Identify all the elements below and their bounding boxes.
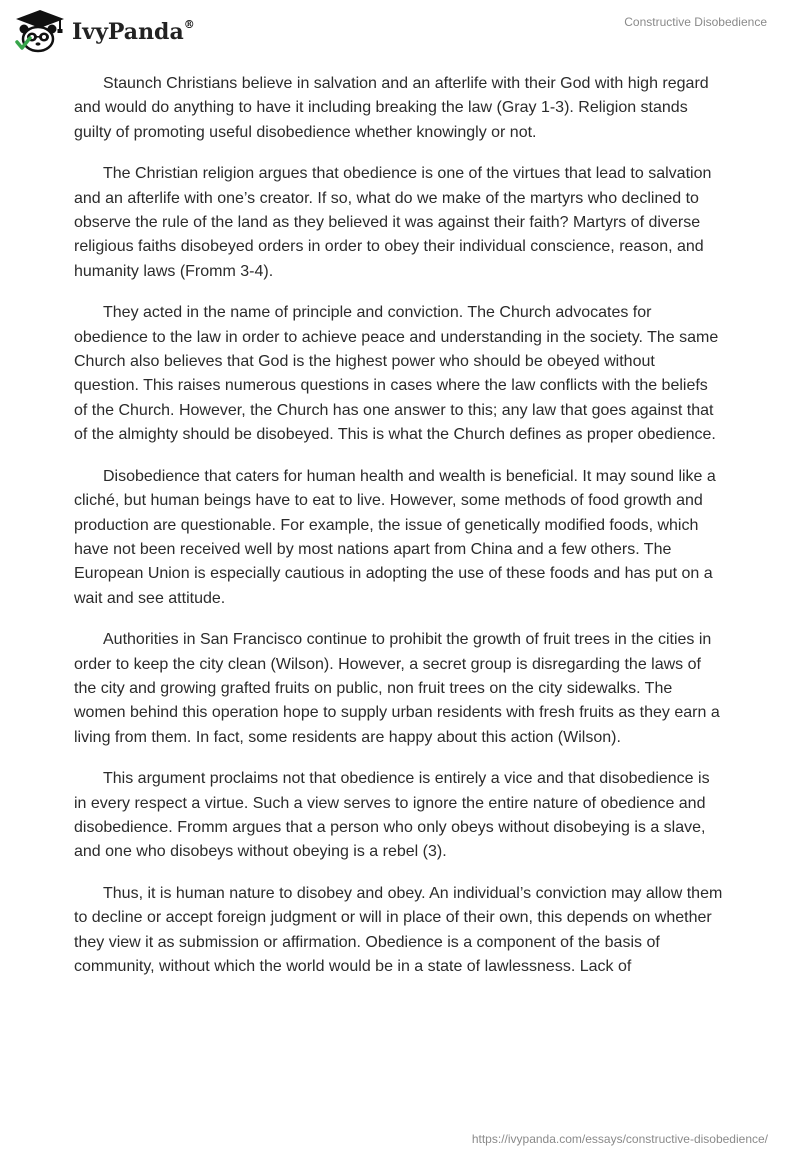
page-header <box>0 0 800 70</box>
paragraph: Disobedience that caters for human health and wealth is beneficial. It may sound like a cliché, but human beings have to eat to live. However, some methods of food growth and production are questionable. For example, the issue of genetically modified foods, which have not been received well by most nations apart from China and a few others. The European Union is especially cautious in adopting the use of these foods and has put on a wait and see attitude. <box>74 467 716 607</box>
registered-mark: ® <box>183 17 195 31</box>
paragraph: This argument proclaims not that obedience is entirely a vice and that disobedience is in every respect a virtue. Such a view serves to ignore the entire nature of obedience and disobedience. Fromm argues that a person who only obeys without disobeying is a slave, and one who disobeys without obeying is a rebel (3). <box>74 770 710 861</box>
document-title: Constructive Disobedience <box>624 15 767 29</box>
paragraph: They acted in the name of principle and conviction. The Church advocates for obedience to the law in order to achieve peace and understanding in the society. The same Church also believes that God is the highest power who should be obeyed without question. This raises numerous questions in cases where the law conflicts with the beliefs of the Church. However, the Church has one answer to this; any law that goes against that of the almighty should be disobeyed. This is what the Church defines as proper obedience. <box>74 304 719 444</box>
site-logo[interactable] <box>14 8 195 54</box>
panda-graduate-icon <box>14 8 66 54</box>
paragraph: Authorities in San Francisco continue to prohibit the growth of fruit trees in the cities in order to keep the city clean (Wilson). However, a secret group is disregarding the laws of the city and growing grafted fruits on public, non fruit trees on the city sidewalks. The women behind this operation hope to supply urban residents with fresh fruits as they earn a living from them. In fact, some residents are happy about this action (Wilson). <box>74 631 720 746</box>
paragraph: The Christian religion argues that obedience is one of the virtues that lead to salvation and an afterlife with one’s creator. If so, what do we make of the martyrs who declined to observe the rule of the land as they believed it was against their faith? Martyrs of diverse religious faiths disobeyed orders in order to obey their individual conscience, reason, and humanity laws (Fromm 3-4). <box>74 165 712 280</box>
brand-name: IvyPanda® <box>72 17 195 45</box>
paragraph: Staunch Christians believe in salvation and an afterlife with their God with high regard and would do anything to have it including breaking the law (Gray 1-3). Religion stands guilty of promoting useful disobedience whether knowingly or not. <box>74 75 709 141</box>
paragraph: Thus, it is human nature to disobey and obey. An individual’s conviction may allow them to decline or accept foreign judgment or will in place of their own, this depends on whether they view it as submission or affirmation. Obedience is a component of the basis of community, without which the world would be in a state of lawlessness. Lack of <box>74 884 723 975</box>
source-url-link[interactable]: https://ivypanda.com/essays/constructive-disobedience/ <box>471 1132 768 1146</box>
essay-body <box>74 72 724 996</box>
